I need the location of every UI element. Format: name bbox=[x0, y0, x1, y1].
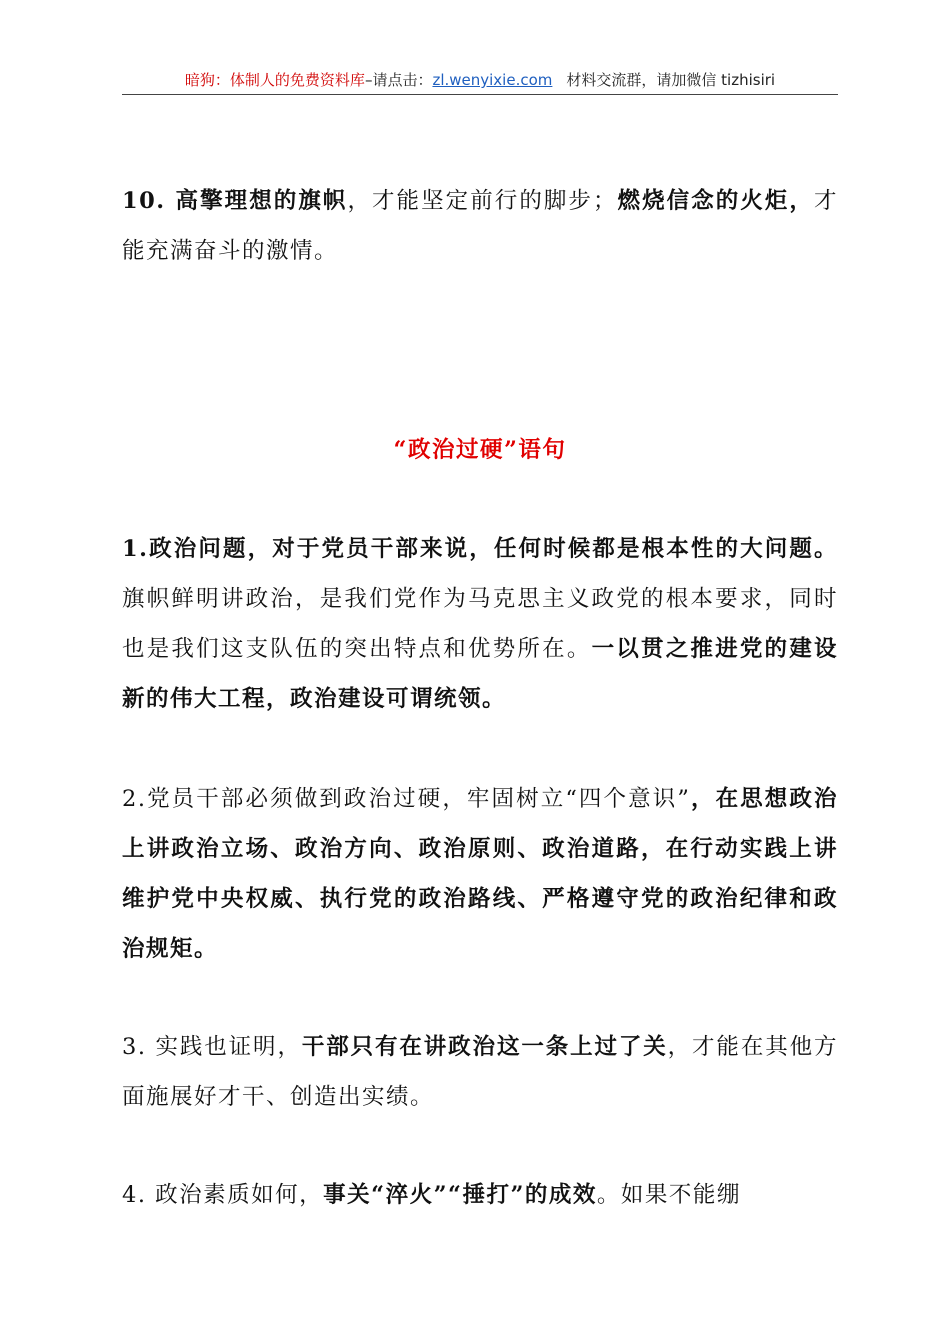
item-4-text-1: 4. 政治素质如何， bbox=[122, 1182, 324, 1208]
section-title: “政治过硬”语句 bbox=[393, 437, 567, 463]
item-1-text-1: 旗帜鲜明讲政治，是我们党作为马克思主义政党的根本要求，同时也是我们这支队伍的突出特点和优势所在。 bbox=[122, 586, 838, 662]
item-1 bbox=[122, 524, 838, 724]
item-10-text-2: 才能充满奋斗的激情。 bbox=[122, 188, 838, 264]
item-1-bold-2: 一以贯之推进党的建设新的伟大工程，政治建设可谓统领。 bbox=[122, 636, 838, 712]
header-click-prefix: –请点击： bbox=[364, 71, 433, 89]
item-3-text-1: 3. 实践也证明， bbox=[122, 1034, 302, 1060]
header-link[interactable]: zl.wenyixie.com bbox=[432, 71, 553, 89]
item-10 bbox=[122, 176, 838, 276]
item-10-text-1: ，才能坚定前行的脚步； bbox=[347, 188, 617, 214]
item-2 bbox=[122, 774, 838, 974]
item-4 bbox=[122, 1170, 838, 1220]
item-10-bold-2: 燃烧信念的火炬， bbox=[616, 188, 814, 214]
item-4-text-2: 。如果不能绷 bbox=[596, 1182, 741, 1208]
item-3-text-2: ，才能在其他方面施展好才干、创造出实绩。 bbox=[122, 1034, 838, 1110]
item-1-bold-1: 1.政治问题，对于党员干部来说，任何时候都是根本性的大问题。 bbox=[122, 536, 838, 562]
item-4-bold-1: 事关“淬火”“捶打”的成效 bbox=[323, 1182, 597, 1208]
item-3 bbox=[122, 1022, 838, 1122]
page-header bbox=[122, 68, 838, 95]
item-2-text-1: 2.党员干部必须做到政治过硬，牢固树立“四个意识” bbox=[122, 786, 691, 812]
item-2-bold-1: ，在思想政治上讲政治立场、政治方向、政治原则、政治道路，在行动实践上讲维护党中央权威、执行党的政治路线、严格遵守党的政治纪律和政治规矩。 bbox=[122, 786, 838, 962]
item-10-num: 10. bbox=[122, 188, 176, 214]
item-3-bold-1: 干部只有在讲政治这一条上过了关 bbox=[301, 1034, 668, 1060]
item-10-bold-1: 高擎理想的旗帜 bbox=[175, 188, 348, 214]
header-group-note: 材料交流群，请加微信 tizhisiri bbox=[566, 71, 776, 89]
header-source: 暗狗：体制人的免费资料库 bbox=[184, 71, 365, 89]
